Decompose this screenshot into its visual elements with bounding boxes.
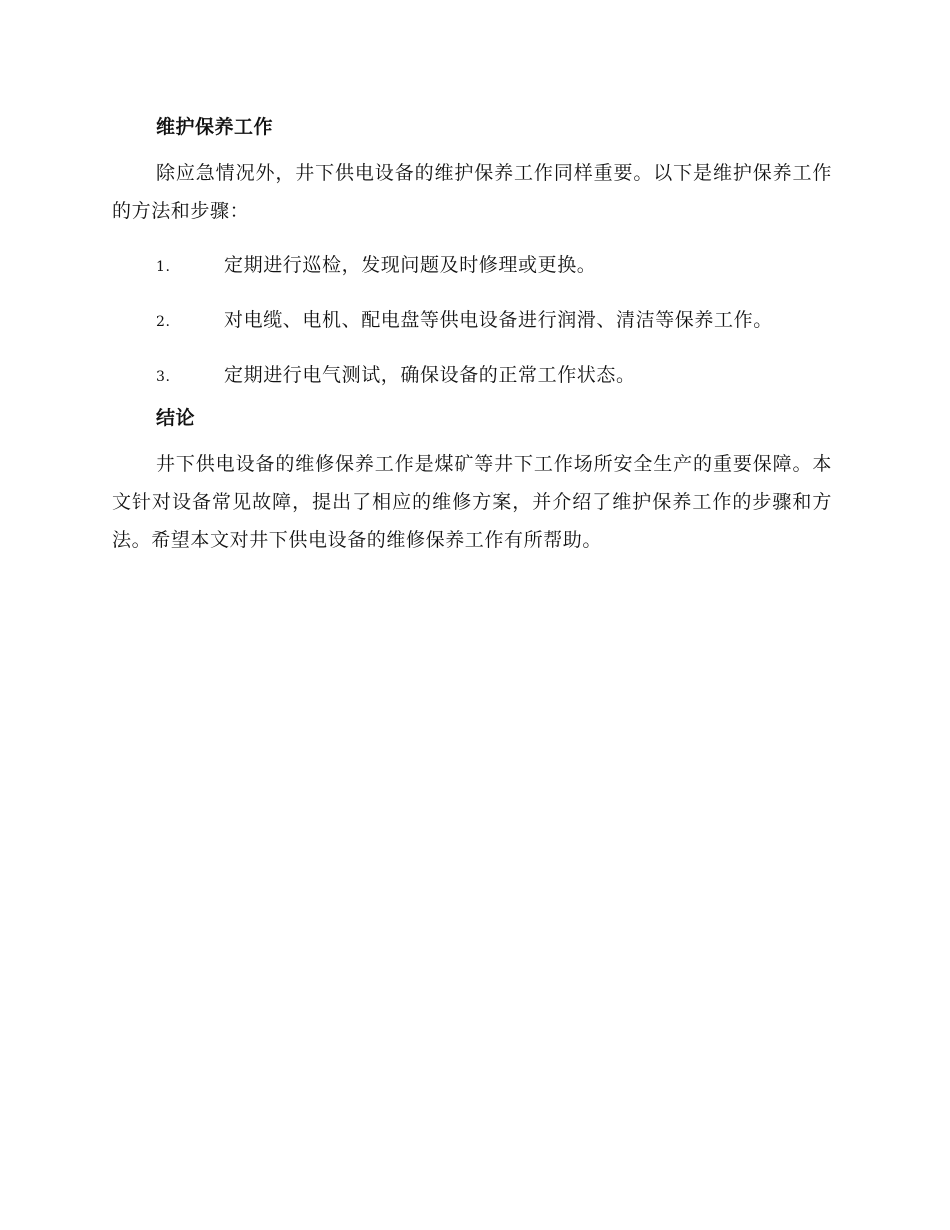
list-text: 对电缆、电机、配电盘等供电设备进行润滑、清洁等保养工作。 xyxy=(224,309,773,331)
list-number: 3. xyxy=(156,369,171,385)
list-item xyxy=(112,246,832,284)
list-item xyxy=(112,301,832,339)
section-maintenance xyxy=(112,108,832,394)
list-number: 1. xyxy=(156,259,171,275)
section-heading: 维护保养工作 xyxy=(156,116,274,138)
steps-list xyxy=(112,246,832,394)
document-content xyxy=(112,108,832,575)
list-text: 定期进行巡检，发现问题及时修理或更换。 xyxy=(224,254,597,276)
section-paragraph: 除应急情况外，井下供电设备的维护保养工作同样重要。以下是维护保养工作的方法和步骤： xyxy=(112,162,832,222)
section-heading: 结论 xyxy=(156,407,196,429)
list-number: 2. xyxy=(156,314,171,330)
section-paragraph: 井下供电设备的维修保养工作是煤矿等井下工作场所安全生产的重要保障。本文针对设备常见故障，提出了相应的维修方案，并介绍了维护保养工作的步骤和方法。希望本文对井下供电设备的维修保养工作有所帮助。 xyxy=(112,453,832,551)
list-text: 定期进行电气测试，确保设备的正常工作状态。 xyxy=(224,364,636,386)
list-item xyxy=(112,356,832,394)
section-conclusion xyxy=(112,399,832,559)
